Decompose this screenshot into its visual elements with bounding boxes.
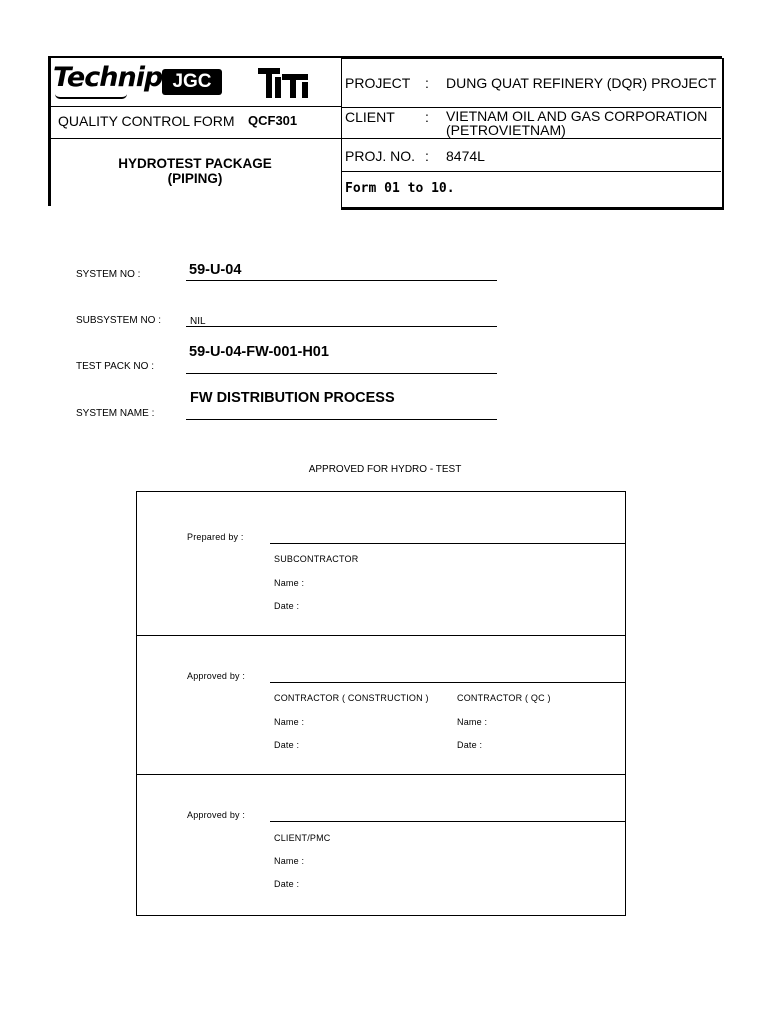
colon: : (425, 148, 429, 164)
tti-logo-icon (258, 67, 310, 99)
signature-line (270, 821, 625, 822)
title-line-2: (PIPING) (167, 171, 223, 186)
page-title (50, 156, 340, 186)
prepared-by-label: Prepared by : (187, 532, 244, 542)
signature-line (270, 682, 625, 683)
form-label: QUALITY CONTROL FORM (58, 113, 235, 129)
date-label: Date : (274, 879, 300, 889)
client-value-line-2: (PETROVIETNAM) (446, 122, 566, 138)
form-code: QCF301 (248, 113, 298, 128)
jgc-logo: JGC (162, 69, 222, 95)
divider (50, 138, 342, 139)
subsystem-no-underline (186, 326, 497, 327)
contractor-qc-label: CONTRACTOR ( QC ) (457, 693, 551, 703)
client-value-line-1: VIETNAM OIL AND GAS CORPORATION (446, 108, 708, 124)
divider (50, 106, 342, 107)
project-value: DUNG QUAT REFINERY (DQR) PROJECT (446, 75, 717, 91)
section-divider (137, 635, 625, 636)
date-label: Date : (274, 601, 300, 611)
divider (342, 138, 721, 139)
client-pmc-label: CLIENT/PMC (274, 833, 331, 843)
title-line-1: HYDROTEST PACKAGE (118, 156, 272, 171)
divider (342, 171, 721, 172)
system-name-value: FW DISTRIBUTION PROCESS (190, 390, 395, 406)
date-label: Date : (274, 740, 300, 750)
system-name-label: SYSTEM NAME : (76, 408, 155, 419)
projno-value: 8474L (446, 148, 485, 164)
approved-by-label: Approved by : (187, 810, 246, 820)
approval-heading: APPROVED FOR HYDRO - TEST (308, 464, 462, 475)
project-label: PROJECT (345, 75, 411, 91)
system-no-underline (186, 280, 497, 281)
name-label: Name : (274, 717, 305, 727)
approved-by-label: Approved by : (187, 671, 246, 681)
test-pack-label: TEST PACK NO : (76, 361, 154, 372)
form-range: Form 01 to 10. (345, 181, 455, 196)
system-name-underline (186, 419, 497, 420)
subsystem-no-label: SUBSYSTEM NO : (76, 315, 162, 326)
subcontractor-label: SUBCONTRACTOR (274, 554, 359, 564)
date-label: Date : (457, 740, 483, 750)
system-no-value: 59-U-04 (189, 262, 242, 278)
test-pack-value: 59-U-04-FW-001-H01 (189, 344, 329, 360)
name-label: Name : (274, 856, 305, 866)
projno-label: PROJ. NO. (345, 148, 416, 164)
technip-logo-swoosh (55, 94, 127, 99)
client-value (446, 109, 707, 137)
name-label: Name : (274, 578, 305, 588)
name-label: Name : (457, 717, 488, 727)
subsystem-no-value: NIL (190, 316, 206, 327)
colon: : (425, 75, 429, 91)
contractor-construction-label: CONTRACTOR ( CONSTRUCTION ) (274, 693, 429, 703)
colon: : (425, 109, 429, 125)
test-pack-underline (186, 373, 497, 374)
technip-logo: Technip (53, 62, 163, 93)
system-no-label: SYSTEM NO : (76, 269, 141, 280)
signature-box (136, 491, 626, 916)
client-label: CLIENT (345, 109, 395, 125)
signature-line (270, 543, 625, 544)
section-divider (137, 774, 625, 775)
tti-logo (258, 67, 310, 99)
